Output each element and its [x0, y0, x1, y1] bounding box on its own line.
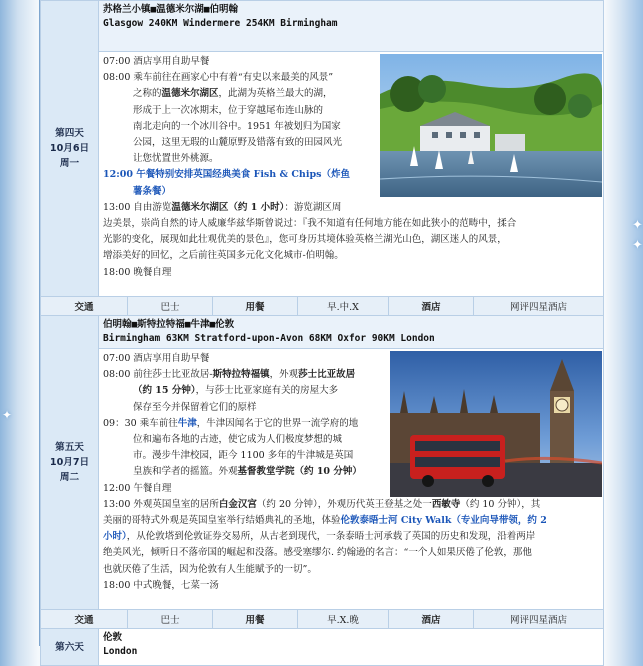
day5-line-citywalk	[103, 513, 599, 529]
day5-city-walk: 伦敦泰晤士河 City Walk（专业向导带领，约 2	[340, 515, 547, 527]
day4-route-header	[99, 1, 604, 52]
day5-buckingham: 白金汉宫	[218, 498, 257, 510]
meal-value: 早.中.X	[298, 297, 389, 315]
day4-lake-name: 温德米尔湖区	[161, 88, 219, 100]
day4-weekday: 周一	[59, 158, 80, 169]
day5-stratford: 斯特拉特福镇	[212, 369, 270, 381]
day5-text: ，与莎士比亚家庭有关的房屋大多	[195, 385, 339, 397]
day4-text: 08:00 乘车前往在画家心中有着“有史以来最美的风景”	[103, 72, 334, 84]
day5-line-lunch: 12:00 午餐自理	[103, 482, 172, 494]
day4-cell	[41, 1, 99, 297]
day5-text: 美丽的哥特式外观是英国皇室举行结婚典礼的圣地，体验	[103, 515, 341, 527]
day5-schedule	[99, 349, 604, 610]
day5-line: 也就厌倦了生活，因为伦敦有人生能赋予的一切”。	[103, 563, 317, 575]
day4-line: 南北走向的一个冰川谷中。1951 年被划归为国家	[133, 120, 341, 132]
day4-line-freetour	[103, 200, 599, 216]
day4-text: 之称的	[133, 88, 162, 100]
day4-line: 增添美好的回忆，之后前往英国多元化文化城市-伯明翰。	[103, 250, 344, 262]
day5-text: （约 10 分钟），其	[460, 498, 541, 510]
day4-line: 让您忧置世外桃源。	[133, 153, 219, 165]
day4-line-depart	[103, 70, 378, 86]
day5-line-buckingham	[103, 497, 599, 513]
day5-line-breakfast: 07:00 酒店享用自助早餐	[103, 353, 210, 364]
meal-label: 用餐	[213, 610, 298, 628]
day5-line: 市。漫步牛津校园，距今 1100 多年的牛津城是英国	[133, 450, 354, 462]
day6-cell	[41, 629, 99, 666]
transport-label: 交通	[41, 297, 128, 315]
day5-text: 皇族和学者的摇篮。外观	[133, 466, 238, 478]
day4-time: 12:00	[103, 169, 137, 181]
day5-text: 13:00 外观英国皇室的居所	[103, 498, 219, 510]
day6-route-en: London	[103, 646, 138, 657]
sparkle-icon: ✦	[632, 238, 643, 253]
day4-line: 光影的变化，展现如此壮观优美的景色』，您可身历其境体验英格兰湖光山色，湖区迷人的风景，	[103, 234, 507, 246]
transport-value: 巴士	[128, 610, 213, 628]
day4-line-lake	[103, 86, 378, 102]
sparkle-icon: ✦	[2, 408, 13, 422]
day4-label: 第四天	[55, 128, 84, 139]
day4-line-dinner: 18:00 晚餐自理	[103, 266, 172, 278]
day5-route-en: Birmingham 63KM Stratford-upon-Avon 68KM Oxfor 90KM London	[103, 333, 435, 344]
day5-oxford: 牛津	[177, 417, 197, 429]
day5-route-header	[99, 316, 604, 349]
day5-christ-church: 基督教堂学院（约 10 分钟）	[237, 466, 362, 478]
hotel-value: 网评四星酒店	[474, 297, 604, 315]
day4-line: 边美景，崇尚自然的诗人威廉华兹华斯曾说过：『我不知道有任何地方能在如此狭小的范畴中，揉合	[103, 218, 517, 230]
day5-line: 保存至今并保留着它们的原样	[133, 401, 257, 413]
day5-city-walk-duration: 小时）	[103, 531, 127, 543]
hotel-label: 酒店	[389, 297, 474, 315]
day5-line-citywalk2	[103, 529, 599, 545]
day4-line-lunch-cont: 薯条餐）	[133, 185, 172, 197]
day4-lake-tour: 温德米尔湖区（约 1 小时）	[171, 201, 285, 213]
itinerary-table	[40, 0, 604, 666]
day4-text: 13:00 自由游览	[103, 201, 172, 213]
day4-line-breakfast: 07:00 酒店享用自助早餐	[103, 56, 210, 67]
day4-text: ：游览湖区周	[284, 201, 342, 213]
meal-value: 早.X.晚	[298, 610, 389, 628]
hotel-value: 网评四星酒店	[474, 610, 604, 628]
hotel-label: 酒店	[389, 610, 474, 628]
day5-westminster: 西敏寺	[431, 498, 461, 510]
day6-route-header	[99, 629, 604, 666]
day5-label: 第五天	[55, 442, 84, 453]
day6-label: 第六天	[55, 641, 84, 653]
day4-line: 形成于上一次冰期末，位于穿越尾布连山脉的	[133, 104, 324, 116]
london-big-ben-photo	[390, 351, 602, 497]
day4-schedule	[99, 52, 604, 297]
day4-lunch-highlight: 午餐特别安排英国经典美食 Fish & Chips（炸鱼	[136, 169, 350, 181]
day5-cell	[41, 316, 99, 610]
day5-line-stratford	[103, 367, 388, 383]
lake-windermere-photo	[380, 54, 602, 197]
day5-text: 09：30 乘车前往	[103, 417, 178, 429]
meal-label: 用餐	[213, 297, 298, 315]
day5-date: 10月7日	[49, 457, 90, 468]
transport-value: 巴士	[128, 297, 213, 315]
itinerary-table-container	[39, 0, 604, 657]
day5-text: ，外观	[269, 369, 299, 381]
day4-date: 10月6日	[49, 143, 90, 154]
day5-shakespeare-house: 莎士比亚故居	[298, 369, 356, 381]
day5-line: 绝美风光，倾听日不落帝国的崛起和没落。感受塞缪尔. 约翰逊的名言：“一个人如果厌倦了伦敦，那他	[103, 547, 532, 559]
transport-label: 交通	[41, 610, 128, 628]
day4-route-en: Glasgow 240KM Windermere 254KM Birmingham	[103, 18, 338, 29]
day5-services-row	[41, 610, 604, 629]
day5-line-dinner: 18:00 中式晚餐，七菜一汤	[103, 579, 219, 591]
day4-services-row	[41, 297, 604, 316]
day5-route-cn: 伯明翰■斯特拉特福■牛津■伦敦	[103, 319, 235, 330]
day5-text: （约 20 分钟），外观历代英王登基之处一	[256, 498, 432, 510]
sparkle-icon: ✦	[632, 218, 643, 233]
day4-text: ，此湖为英格兰最大的湖，	[218, 88, 333, 100]
day4-line: 公园，这里无瑕的山麓原野及错落有致的田园风光	[133, 137, 343, 149]
day5-text: ，从伦敦塔到伦敦证券交易所，从古老到现代，一条泰晤士河承载了英国的历史和发现，沿着两岸	[126, 531, 536, 543]
day4-route-cn: 苏格兰小镇■温德米尔湖■伯明翰	[103, 4, 238, 15]
day5-duration: （约 15 分钟）	[133, 385, 196, 397]
day5-text: 08:00 前往莎士比亚故居-	[103, 369, 213, 381]
day5-line: 位和遍布各地的古迹，使它成为人们极度梦想的城	[133, 434, 343, 446]
day6-route-cn: 伦敦	[103, 632, 123, 643]
day5-weekday: 周二	[59, 472, 80, 483]
day5-line-stratford2	[103, 383, 388, 399]
day5-text: ，牛津因闻名于它的世界一流学府的地	[196, 417, 359, 429]
